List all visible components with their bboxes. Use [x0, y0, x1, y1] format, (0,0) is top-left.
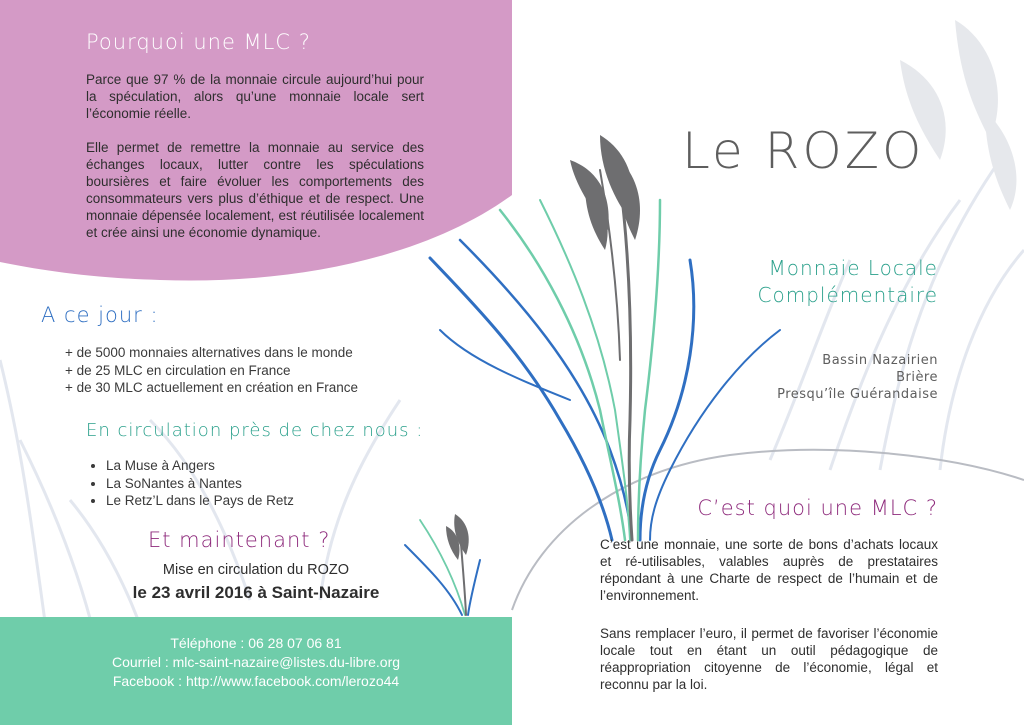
contact-email[interactable]: Courriel : mlc-saint-nazaire@listes.du-libre.org [111, 654, 401, 670]
today-item: + de 25 MLC en circulation en France [65, 362, 291, 378]
nearby-item: • La Muse à Angers [106, 457, 426, 475]
nearby-title: En circulation près de chez nous : [86, 420, 424, 441]
what-paragraph-1: C’est une monnaie, une sorte de bons d’achats locaux et ré-utilisables, valables auprès de prestataires répondant à une Charte de respect de l’humain et de l’environnement. [600, 537, 938, 603]
what-paragraph-2: Sans remplacer l’euro, il permet de favoriser l’économie locale tout en étant un outil pédagogique de réappropriation citoyenne de l’économie, légal et reconnu par la loi. [600, 626, 938, 692]
why-title: Pourquoi une MLC ? [86, 30, 311, 54]
today-item: + de 5000 monnaies alternatives dans le monde [65, 345, 353, 360]
now-title: Et maintenant ? [148, 528, 331, 552]
brand-subtitle-line-1: Monnaie Locale [768, 256, 938, 280]
why-paragraph-1: Parce que 97 % de la monnaie circule aujourd’hui pour la spéculation, alors qu’une monnaie locale sert l’économie réelle. [86, 72, 424, 121]
now-date: le 23 avril 2016 à Saint-Nazaire [132, 583, 380, 602]
contact-block [0, 634, 512, 691]
brand-title: Le ROZO [682, 122, 925, 180]
area-item: Bassin Nazairien [822, 353, 938, 368]
faint-reed-decoration [900, 20, 1016, 210]
now-line-1: Mise en circulation du ROZO [162, 562, 350, 578]
today-item: + de 30 MLC actuellement en création en France [65, 380, 359, 395]
area-item: Brière [896, 370, 938, 385]
today-title: A ce jour : [41, 303, 159, 327]
area-item: Presqu’île Guérandaise [777, 387, 938, 402]
what-title: C’est quoi une MLC ? [697, 496, 938, 520]
nearby-item: • La SoNantes à Nantes [106, 475, 426, 493]
nearby-item: • Le Retz’L dans le Pays de Retz [106, 492, 426, 510]
contact-facebook[interactable]: Facebook : http://www.facebook.com/lerozo44 [112, 673, 400, 689]
today-list [65, 344, 465, 397]
why-paragraph-2: Elle permet de remettre la monnaie au service des échanges locaux, lutter contre les spéculations boursières et faire évoluer les comportements des consommateurs vers plus d’éthique et de respect. Une monnaie dépensée localement, est réutilisée localement et crée ainsi une économie dynamique. [86, 140, 424, 240]
brand-areas [777, 352, 938, 403]
contact-phone: Téléphone : 06 28 07 06 81 [170, 635, 342, 651]
nearby-list [86, 457, 426, 510]
brand-subtitle-line-2: Complémentaire [757, 283, 938, 307]
reed-plume [570, 135, 640, 250]
